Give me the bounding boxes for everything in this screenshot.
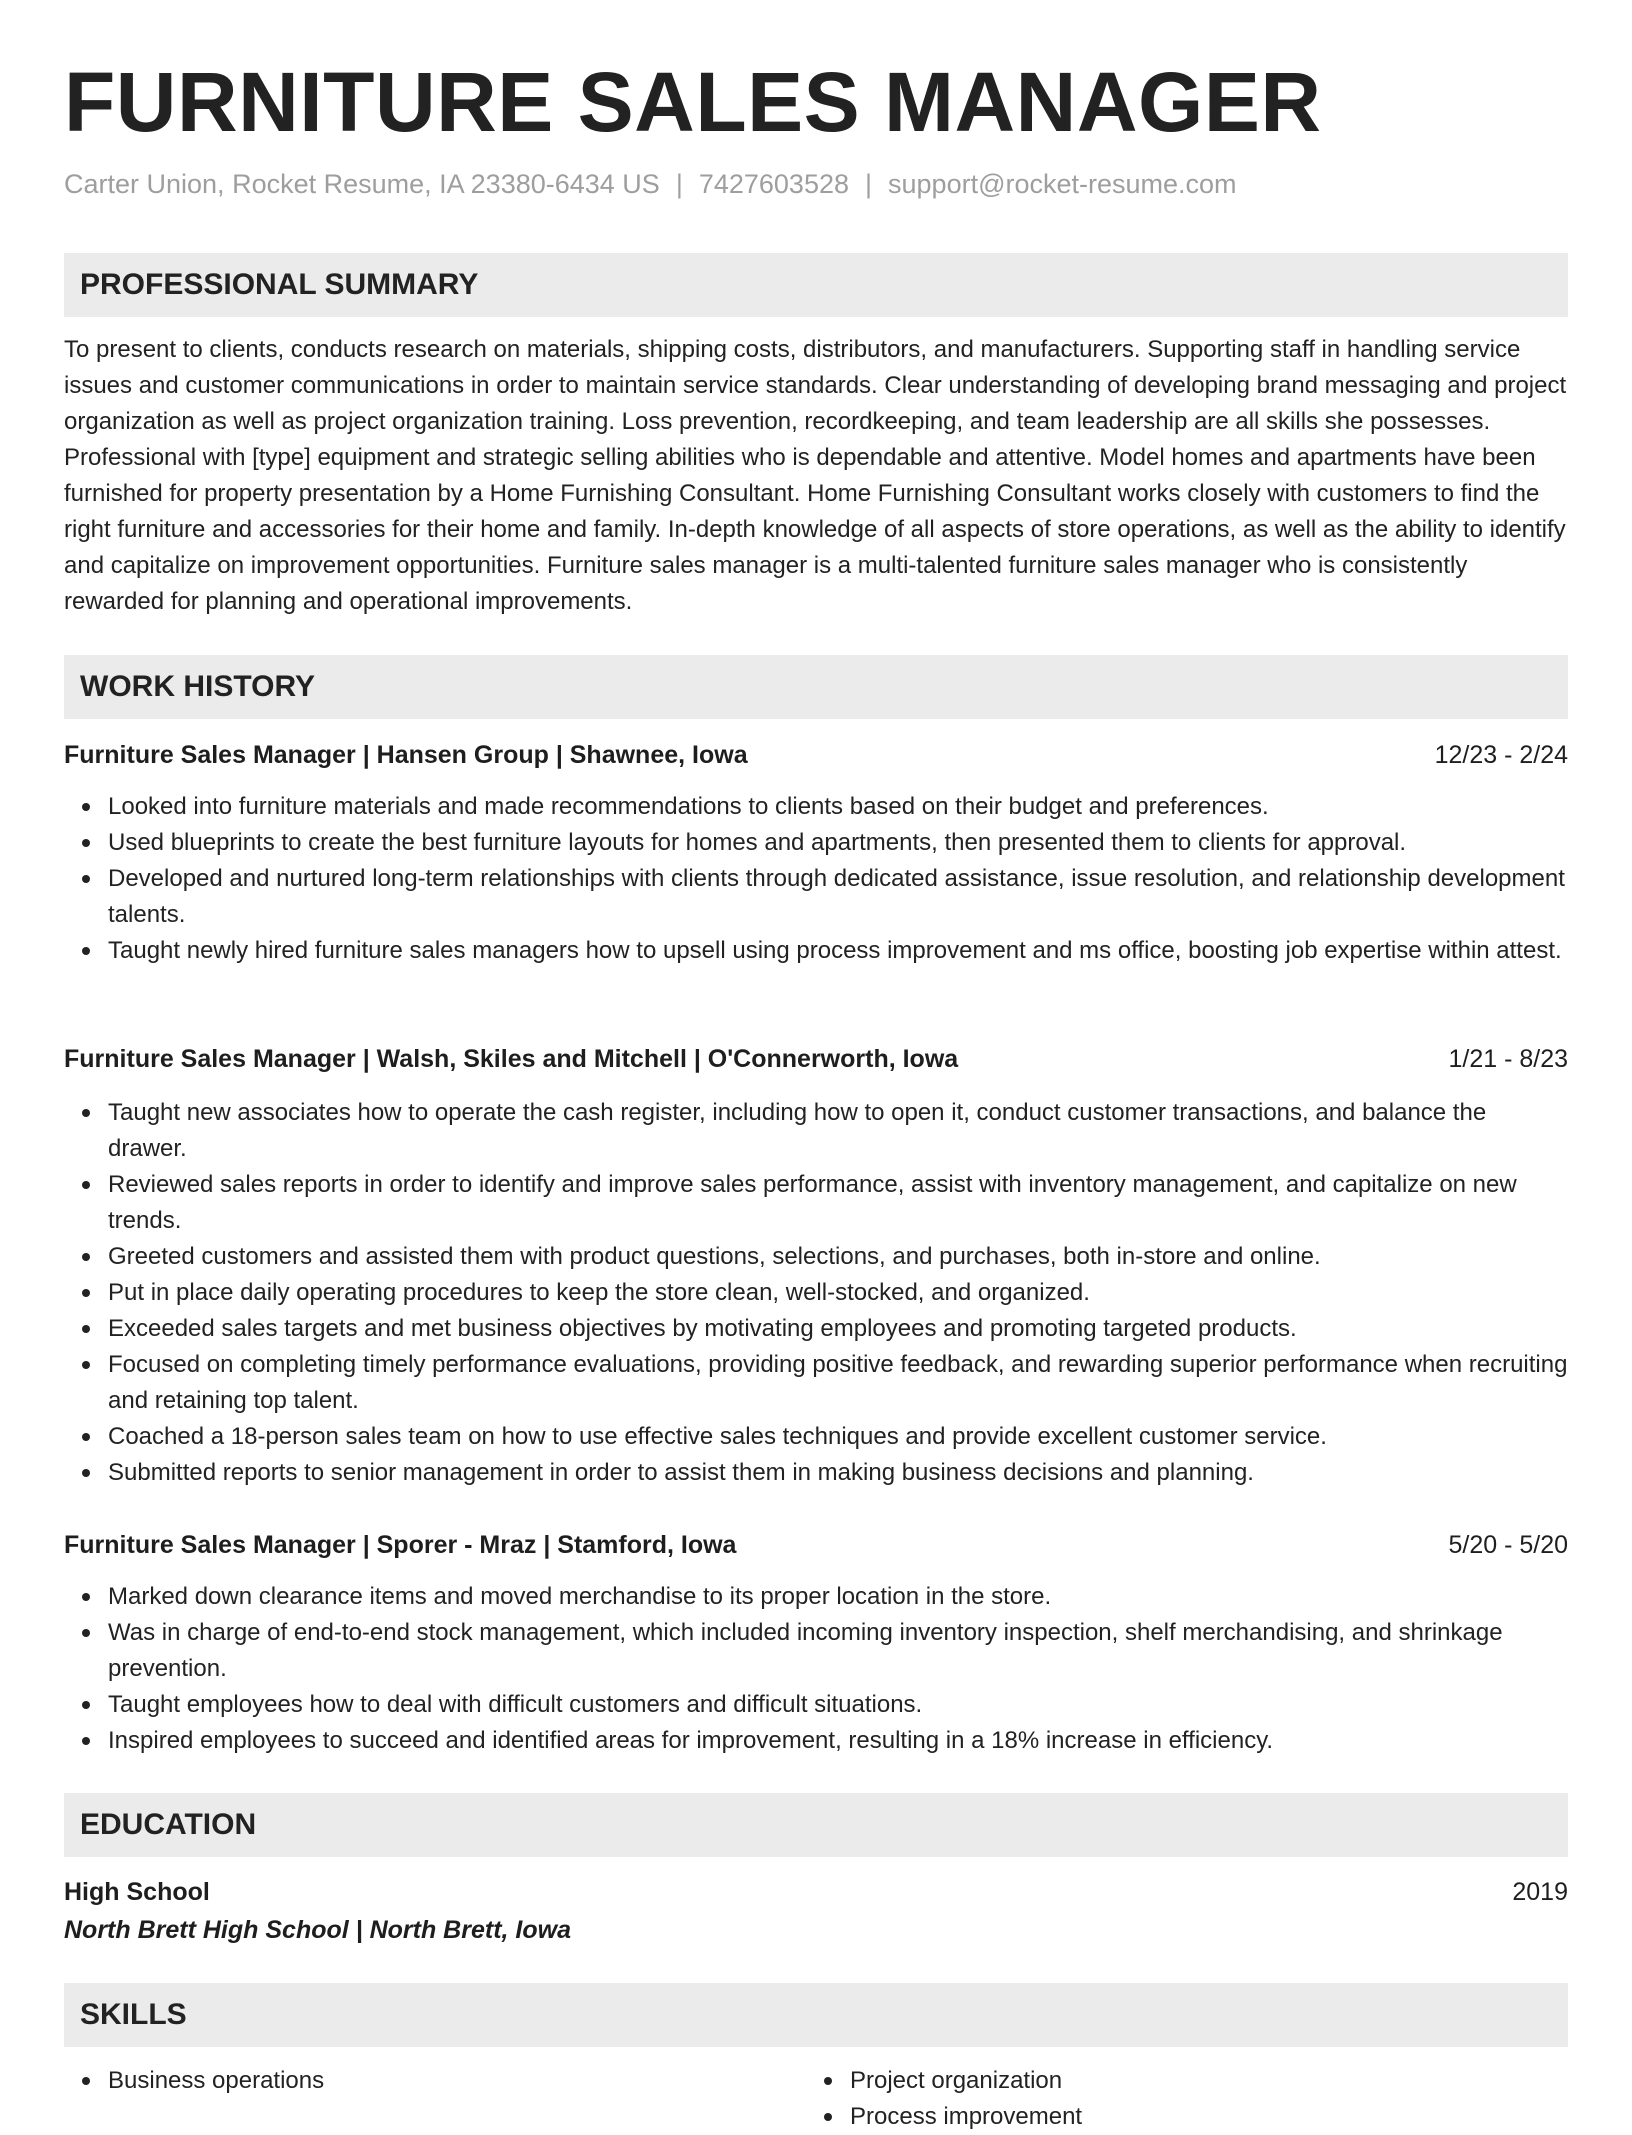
job-title: Furniture Sales Manager | Hansen Group | Shawnee, Iowa xyxy=(64,741,748,769)
education-degree: High School xyxy=(64,1878,210,1906)
job-dates: 5/20 - 5/20 xyxy=(1448,1531,1568,1559)
section-header-education: EDUCATION xyxy=(64,1793,1568,1857)
skill-item: Business operations xyxy=(64,2063,764,2099)
job-bullet: Inspired employees to succeed and identified areas for improvement, resulting in a 18% increase in efficiency. xyxy=(64,1723,1568,1759)
job-bullet: Taught new associates how to operate the cash register, including how to open it, conduct customer transactions, and balance the drawer. xyxy=(64,1095,1568,1167)
education-school: North Brett High School | North Brett, Iowa xyxy=(64,1916,571,1944)
job-entry-header xyxy=(64,1527,1568,1563)
section-header-summary: PROFESSIONAL SUMMARY xyxy=(64,253,1568,317)
contact-line xyxy=(64,166,1237,202)
job-dates: 1/21 - 8/23 xyxy=(1448,1045,1568,1073)
job-bullet-list xyxy=(64,1579,1568,1759)
job-bullet: Looked into furniture materials and made recommendations to clients based on their budget and preferences. xyxy=(64,789,1568,825)
job-bullet: Greeted customers and assisted them with product questions, selections, and purchases, both in-store and online. xyxy=(64,1239,1568,1275)
job-title: Furniture Sales Manager | Walsh, Skiles and Mitchell | O'Connerworth, Iowa xyxy=(64,1045,959,1073)
job-bullet: Reviewed sales reports in order to identify and improve sales performance, assist with inventory management, and capitalize on new trends. xyxy=(64,1167,1568,1239)
skill-item: Project organization xyxy=(806,2063,1506,2099)
job-bullet-list xyxy=(64,789,1568,969)
job-bullet: Used blueprints to create the best furniture layouts for homes and apartments, then presented them to clients for approval. xyxy=(64,825,1568,861)
job-bullet: Marked down clearance items and moved merchandise to its proper location in the store. xyxy=(64,1579,1568,1615)
skill-item: Process improvement xyxy=(806,2099,1506,2135)
section-header-skills: SKILLS xyxy=(64,1983,1568,2047)
job-entry-header xyxy=(64,1041,1568,1077)
job-bullet: Exceeded sales targets and met business objectives by motivating employees and promoting targeted products. xyxy=(64,1311,1568,1347)
contact-email: support@rocket-resume.com xyxy=(888,169,1237,199)
contact-phone: 7427603528 xyxy=(698,169,849,199)
candidate-name: FURNITURE SALES MANAGER xyxy=(64,55,1322,149)
job-bullet: Taught employees how to deal with difficult customers and difficult situations. xyxy=(64,1687,1568,1723)
contact-address: Carter Union, Rocket Resume, IA 23380-6434 US xyxy=(64,169,660,199)
job-title: Furniture Sales Manager | Sporer - Mraz | Stamford, Iowa xyxy=(64,1531,737,1559)
job-bullet: Developed and nurtured long-term relationships with clients through dedicated assistance, issue resolution, and relationship development talents. xyxy=(64,861,1568,933)
education-year: 2019 xyxy=(1512,1878,1568,1906)
contact-separator: | xyxy=(675,169,683,199)
job-bullet: Put in place daily operating procedures to keep the store clean, well-stocked, and organized. xyxy=(64,1275,1568,1311)
education-entry-header xyxy=(64,1874,1568,1910)
job-bullet: Coached a 18-person sales team on how to use effective sales techniques and provide excellent customer service. xyxy=(64,1419,1568,1455)
skills-column-left xyxy=(64,2063,764,2099)
job-bullet: Was in charge of end-to-end stock management, which included incoming inventory inspection, shelf merchandising, and shrinkage prevention. xyxy=(64,1615,1568,1687)
job-bullet: Focused on completing timely performance evaluations, providing positive feedback, and rewarding superior performance when recruiting and retaining top talent. xyxy=(64,1347,1568,1419)
job-bullet: Taught newly hired furniture sales managers how to upsell using process improvement and ms office, boosting job expertise within attest. xyxy=(64,933,1568,969)
job-bullet-list xyxy=(64,1095,1568,1491)
summary-text: To present to clients, conducts research on materials, shipping costs, distributors, and manufacturers. Supporting staff in handling service issues and customer communications in order to maintain service standards. Clear understanding of developing brand messaging and project organization as well as project organization training. Loss prevention, recordkeeping, and team leadership are all skills she possesses. Professional with [type] equipment and strategic selling abilities who is dependable and attentive. Model homes and apartments have been furnished for property presentation by a Home Furnishing Consultant. Home Furnishing Consultant works closely with customers to find the right furniture and accessories for their home and family. In-depth knowledge of all aspects of store operations, as well as the ability to identify and capitalize on improvement opportunities. Furniture sales manager is a multi-talented furniture sales manager who is consistently rewarded for planning and operational improvements. xyxy=(64,336,1567,615)
job-entry-header xyxy=(64,737,1568,773)
job-dates: 12/23 - 2/24 xyxy=(1434,741,1568,769)
skills-column-right xyxy=(806,2063,1506,2135)
section-header-work-history: WORK HISTORY xyxy=(64,655,1568,719)
contact-separator: | xyxy=(865,169,873,199)
job-bullet: Submitted reports to senior management in order to assist them in making business decisions and planning. xyxy=(64,1455,1568,1491)
